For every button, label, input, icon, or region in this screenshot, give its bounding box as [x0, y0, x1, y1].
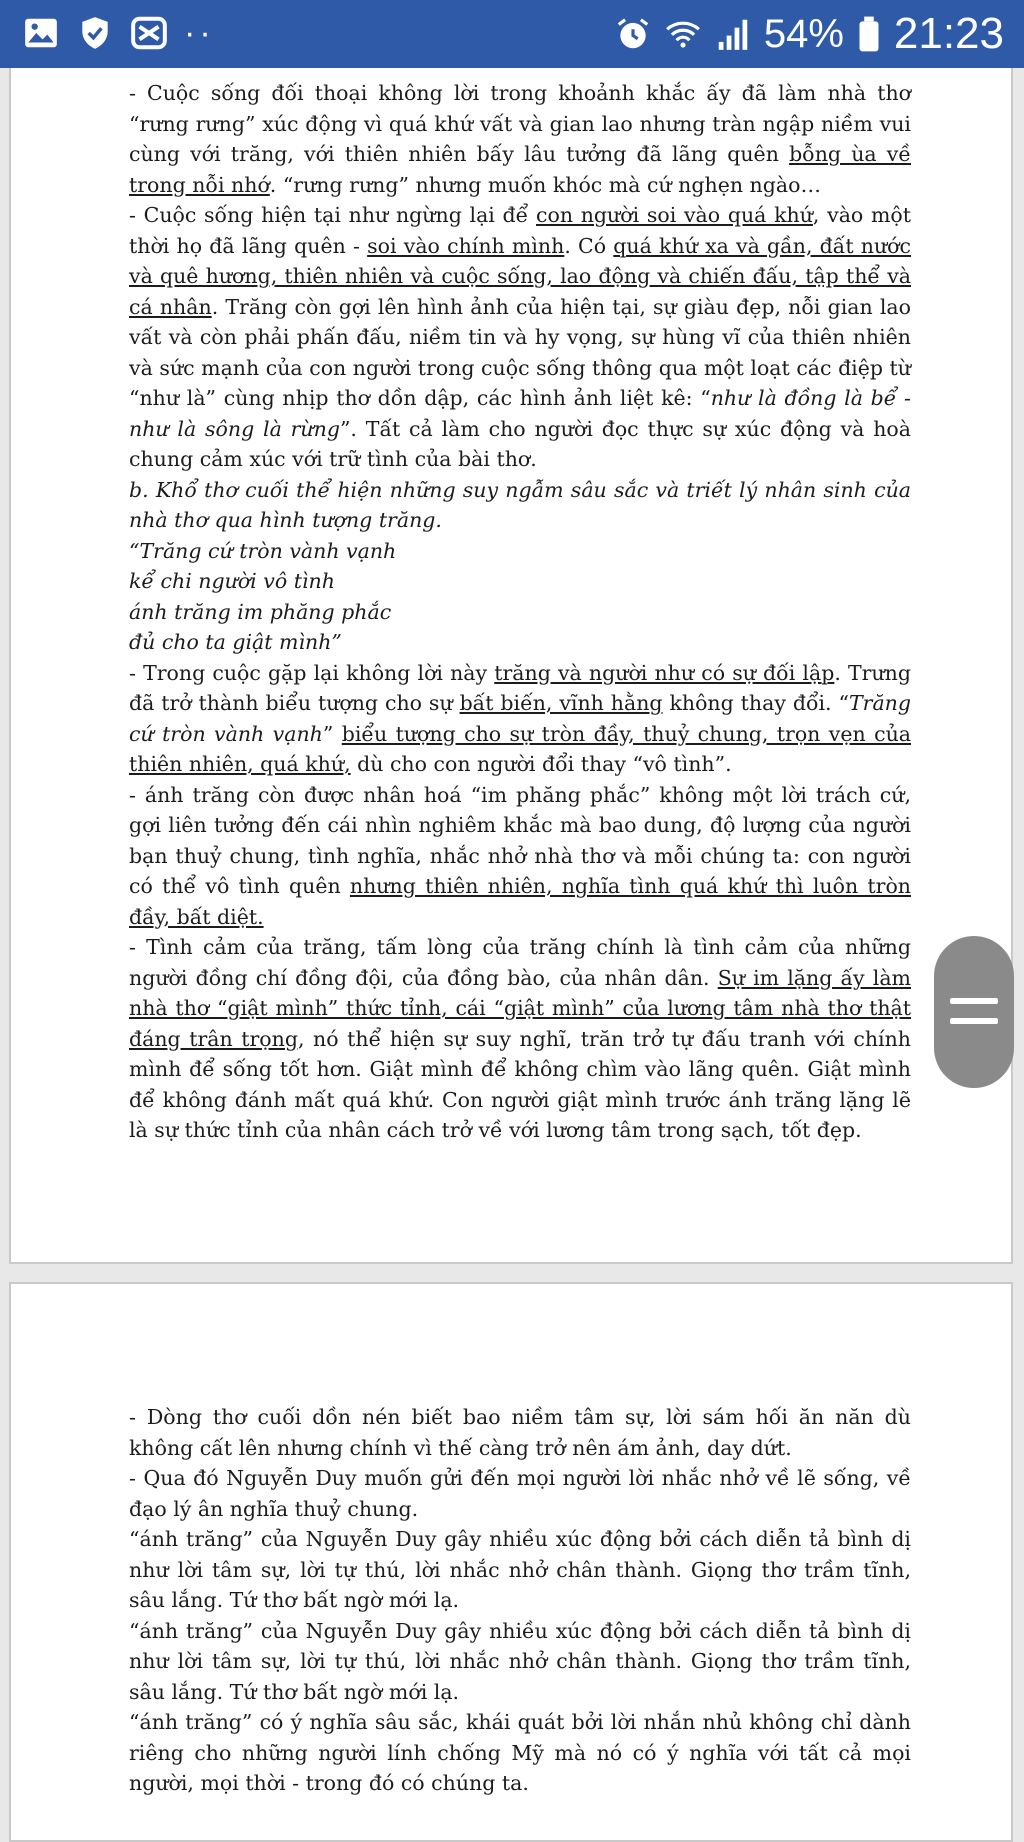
- text-run: . “rưng rưng” nhưng muốn khóc mà cứ nghẹn ngào…: [269, 172, 821, 197]
- text-run: - Trong cuộc gặp lại không lời này: [129, 660, 495, 685]
- underlined-text: quá khứ xa và gần, đất nước và quê hương, thiên nhiên và cuộc sống, lao động và chiến đấu, tập thể và cá nhân: [129, 233, 912, 319]
- paragraph: [129, 200, 911, 475]
- text-run: ”: [322, 721, 342, 746]
- page-1-text: [129, 78, 911, 1146]
- text-run: ”. Tất cả làm cho người đọc thực sự xúc động và hoà chung cảm xúc với trữ tình của bài thơ.: [129, 416, 911, 471]
- underlined-text: Sự im lặng ấy làm nhà thơ “giật mình” thức tỉnh, cái “giật mình” của lương tâm nhà thơ thật đáng trân trọng: [129, 965, 911, 1051]
- handle-grip-line: [950, 1018, 998, 1024]
- text-run: - Cuộc sống đối thoại không lời trong khoảnh khắc ấy đã làm nhà thơ “rưng rưng” xúc động vì quá khứ vất và gian lao nhưng tràn ngập niềm vui cùng với trăng, với thiên nhiên bấy lâu tưởng đã lãng quên: [129, 81, 911, 166]
- battery-icon: [856, 15, 882, 53]
- paragraph: [129, 658, 911, 780]
- underlined-text: trăng và người như có sự đối lập: [494, 660, 835, 685]
- underlined-text: bất biến, vĩnh hằng: [459, 691, 663, 715]
- text-run: - Cuộc sống hiện tại như ngừng lại để: [129, 203, 536, 227]
- paragraph: “ánh trăng” có ý nghĩa sâu sắc, khái quát bởi lời nhắn nhủ không chỉ dành riêng cho những người lính chống Mỹ mà nó có ý nghĩa với tất cả mọi người, mọi thời - trong đó có chúng ta.: [129, 1710, 911, 1795]
- more-notifications-dots: ··: [184, 14, 215, 52]
- paragraph: - Dòng thơ cuối dồn nén biết bao niềm tâm sự, lời sám hối ăn năn dù không cất lên nhưng chính vì thế càng trở nên ám ảnh, day dứt.: [129, 1405, 911, 1460]
- section-heading: b. Khổ thơ cuối thể hiện những suy ngẫm sâu sắc và triết lý nhân sinh của nhà thơ qua hình tượng trăng.: [129, 477, 911, 532]
- text-run: - ánh trăng còn được nhân hoá “im phăng phắc” không một lời trách cứ, gợi liên tưởng đến cái nhìn nghiêm khắc mà bao dung, độ lượng của người bạn thuỷ chung, tình nghĩa, nhắc nhở nhà thơ và mỗi chúng ta: con người có thể vô tình quên: [129, 782, 911, 898]
- poem-line: đủ cho ta giật mình”: [129, 630, 342, 654]
- paragraph: “ánh trăng” của Nguyễn Duy gây nhiều xúc động bởi cách diễn tả bình dị như lời tâm sự, lời tự thú, lời nhắc nhở chân thành. Giọng thơ trầm tĩnh, sâu lắng. Tứ thơ bất ngờ mới lạ.: [129, 1618, 911, 1704]
- underlined-text: con người soi vào quá khứ: [536, 203, 813, 227]
- text-run: - Tình cảm của trăng, tấm lòng của trăng chính là tình cảm của những người đồng chí đồng đội, của đồng bào, của nhân dân.: [129, 935, 911, 990]
- poem-line: kể chi người vô tình: [129, 569, 335, 593]
- paragraph: “ánh trăng” của Nguyễn Duy gây nhiều xúc động bởi cách diễn tả bình dị như lời tâm sự, lời tự thú, lời nhắc nhở chân thành. Giọng thơ trầm tĩnh, sâu lắng. Tứ thơ bất ngờ mới lạ.: [129, 1527, 911, 1612]
- italic-text: như là đồng là bể - như là sông là rừng: [129, 386, 911, 441]
- underlined-text: bỗng ùa về trong nỗi nhớ: [129, 142, 911, 197]
- document-page-1: [9, 68, 1013, 1264]
- alarm-icon: [614, 15, 652, 53]
- text-run: dù cho con người đổi thay “vô tình”.: [350, 752, 732, 776]
- paragraph: [129, 78, 911, 200]
- page-2-text: [129, 1402, 911, 1799]
- text-run: , vào một thời họ đã lãng quên -: [129, 203, 911, 258]
- battery-percent: 54%: [763, 12, 844, 56]
- text-run: . Có: [564, 233, 614, 258]
- paragraph: [129, 932, 911, 1146]
- text-run: . Trăng còn gợi lên hình ảnh của hiện tại, sự giàu đẹp, nỗi gian lao vất và còn phải phấn đấu, niềm tin và hy vọng, sự hùng vĩ của thiên nhiên và sức mạnh của con người trong cuộc sống thông qua một loạt các điệp từ “như là” cùng nhịp thơ dồn dập, các hình ảnh liệt kê: “: [129, 294, 911, 410]
- text-run: , nó thể hiện sự suy nghĩ, trăn trở tự đấu tranh với chính mình để sống tốt hơn. Giật mình để không chìm vào lãng quên. Giật mình để không đánh mất quá khứ. Con người giật mình trước ánh trăng lặng lẽ là sự thức tỉnh của nhân cách trở về với lương tâm trong sạch, tốt đẹp.: [129, 1026, 911, 1142]
- text-run: không thay đổi. “: [662, 691, 849, 715]
- poem-line: ánh trăng im phăng phắc: [129, 599, 392, 624]
- shield-icon: [76, 14, 114, 52]
- wifi-icon: [664, 15, 702, 53]
- paragraph: - Qua đó Nguyễn Duy muốn gửi đến mọi người lời nhắc nhở về lẽ sống, về đạo lý ân nghĩa thuỷ chung.: [129, 1466, 911, 1521]
- status-bar: [0, 0, 1024, 68]
- text-run: . Trưng đã trở thành biểu tượng cho sự: [129, 660, 911, 715]
- underlined-text: biểu tượng cho sự tròn đầy, thuỷ chung, trọn vẹn của thiên nhiên, quá khứ,: [129, 721, 911, 776]
- signal-icon: [714, 15, 752, 53]
- underlined-text: nhưng thiên nhiên, nghĩa tình quá khứ thì luôn tròn đầy, bất diệt.: [129, 874, 911, 929]
- message-icon: [130, 14, 168, 52]
- underlined-text: soi vào chính mình: [367, 233, 565, 258]
- paragraph: [129, 780, 911, 933]
- poem-line: “Trăng cứ tròn vành vạnh: [129, 538, 397, 563]
- clock: 21:23: [893, 9, 1004, 58]
- fast-scroll-handle[interactable]: [934, 936, 1014, 1088]
- gallery-icon: [22, 14, 60, 52]
- italic-text: Trăng cứ tròn vành vạnh: [129, 691, 911, 746]
- document-page-2: [9, 1282, 1013, 1842]
- handle-grip-line: [950, 998, 998, 1004]
